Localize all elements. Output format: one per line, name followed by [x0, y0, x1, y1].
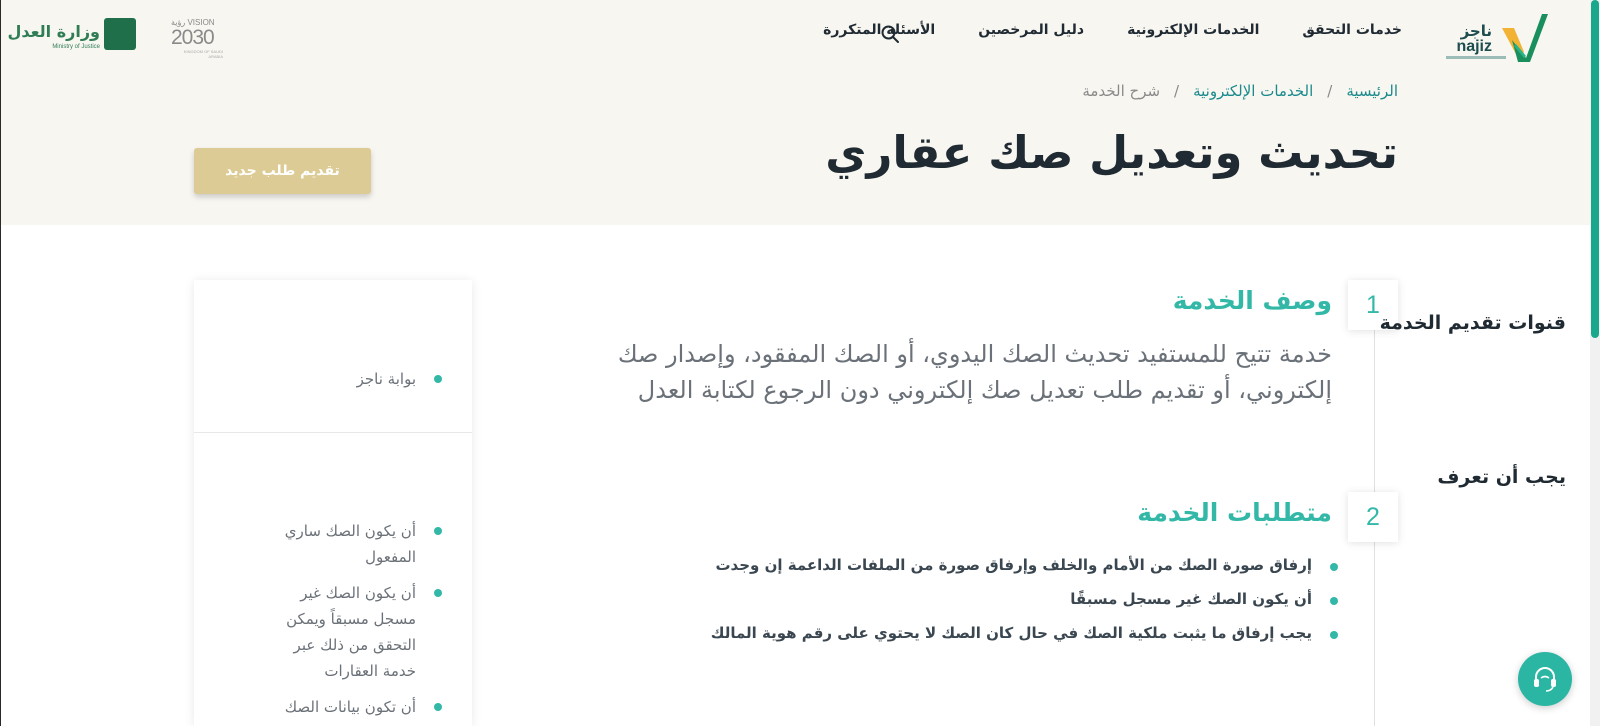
moj-name-ar: وزارة العدل: [7, 22, 100, 41]
list-item: [711, 590, 1338, 608]
service-requirements-title: متطلبات الخدمة: [1137, 498, 1332, 527]
search-icon[interactable]: [880, 24, 900, 44]
page-title: تحديث وتعديل صك عقاري: [825, 126, 1398, 179]
know-text: أن يكون الصك ساري المفعول: [284, 522, 416, 566]
know-text: أن يكون الصك غير مسجل مسبقاً ويمكن التحقق من ذلك عبر خدمة العقارات: [286, 584, 416, 680]
list-item: [272, 518, 442, 570]
bullet-dot: [434, 375, 442, 383]
window-edge: [0, 0, 1, 726]
moj-emblem-icon: [104, 18, 136, 50]
channels-title: قنوات تقديم الخدمة: [1379, 312, 1566, 334]
list-item: [357, 366, 442, 392]
list-item: [711, 624, 1338, 642]
bullet-dot: [434, 589, 442, 597]
list-item: [711, 556, 1338, 574]
requirements-list: [711, 556, 1338, 658]
should-know-title: يجب أن تعرف: [1437, 466, 1566, 488]
nav-faq[interactable]: الأسئلة المتكررة: [823, 22, 936, 38]
list-item: [272, 694, 442, 720]
vision-2030-logo: [171, 18, 223, 59]
breadcrumb: [1082, 82, 1398, 100]
vision-label: VISION رؤية: [171, 18, 215, 27]
vision-subtitle: KINGDOM OF SAUDI ARABIA: [183, 49, 223, 59]
bullet-dot: [434, 703, 442, 711]
support-chat-button[interactable]: [1518, 652, 1572, 706]
bullet-dot: [1330, 597, 1338, 605]
najiz-brand-en: najiz: [1456, 38, 1492, 55]
requirement-text: أن يكون الصك غير مسجل مسبقًا: [1070, 590, 1312, 608]
should-know-list: [272, 518, 442, 726]
main-menu: [823, 22, 1402, 38]
scrollbar-thumb[interactable]: [1591, 0, 1599, 338]
service-description-title: وصف الخدمة: [1172, 286, 1332, 315]
bullet-dot: [1330, 563, 1338, 571]
breadcrumb-current: شرح الخدمة: [1082, 82, 1161, 100]
bullet-dot: [434, 527, 442, 535]
najiz-tagline-line: [1446, 56, 1506, 59]
breadcrumb-home[interactable]: الرئيسية: [1346, 82, 1398, 100]
moj-name-en: Ministry of Justice: [52, 44, 100, 50]
channels-list: [357, 366, 442, 402]
know-text: أن تكون بيانات الصك: [284, 698, 416, 716]
step-number-2: 2: [1348, 492, 1398, 542]
sidebar-divider: [194, 432, 472, 433]
breadcrumb-separator: /: [1174, 82, 1180, 100]
step-number-1: 1: [1348, 280, 1398, 330]
breadcrumb-separator: /: [1327, 82, 1333, 100]
service-description-text: خدمة تتيح للمستفيد تحديث الصك اليدوي، أو الصك المفقود، وإصدار صك إلكتروني، أو تقديم طلب تعديل صك إلكتروني دون الرجوع لكتابة العدل: [617, 340, 1332, 404]
vision-year: 2030: [171, 26, 214, 49]
nav-verification-services[interactable]: خدمات التحقق: [1302, 22, 1402, 38]
headset-support-icon: [1530, 664, 1560, 694]
top-navbar: [0, 0, 1590, 70]
nav-eservices[interactable]: الخدمات الإلكترونية: [1127, 22, 1260, 38]
new-request-button[interactable]: تقديم طلب جديد: [194, 148, 371, 194]
breadcrumb-eservices[interactable]: الخدمات الإلكترونية: [1193, 82, 1314, 100]
page-scrollbar[interactable]: [1590, 0, 1600, 726]
nav-licensees-guide[interactable]: دليل المرخصين: [978, 22, 1085, 38]
najiz-brand-ar: ناجز: [1460, 22, 1492, 40]
list-item: [272, 580, 442, 684]
requirement-text: يجب إرفاق ما يثبت ملكية الصك في حال كان الصك لا يحتوي على رقم هوية المالك: [710, 624, 1312, 642]
requirement-text: إرفاق صورة الصك من الأمام والخلف وإرفاق صورة من الملفات الداعمة إن وجدت: [715, 556, 1312, 574]
channel-text: بوابة ناجز: [356, 370, 416, 388]
ministry-of-justice-logo: [7, 18, 136, 54]
bullet-dot: [1330, 631, 1338, 639]
